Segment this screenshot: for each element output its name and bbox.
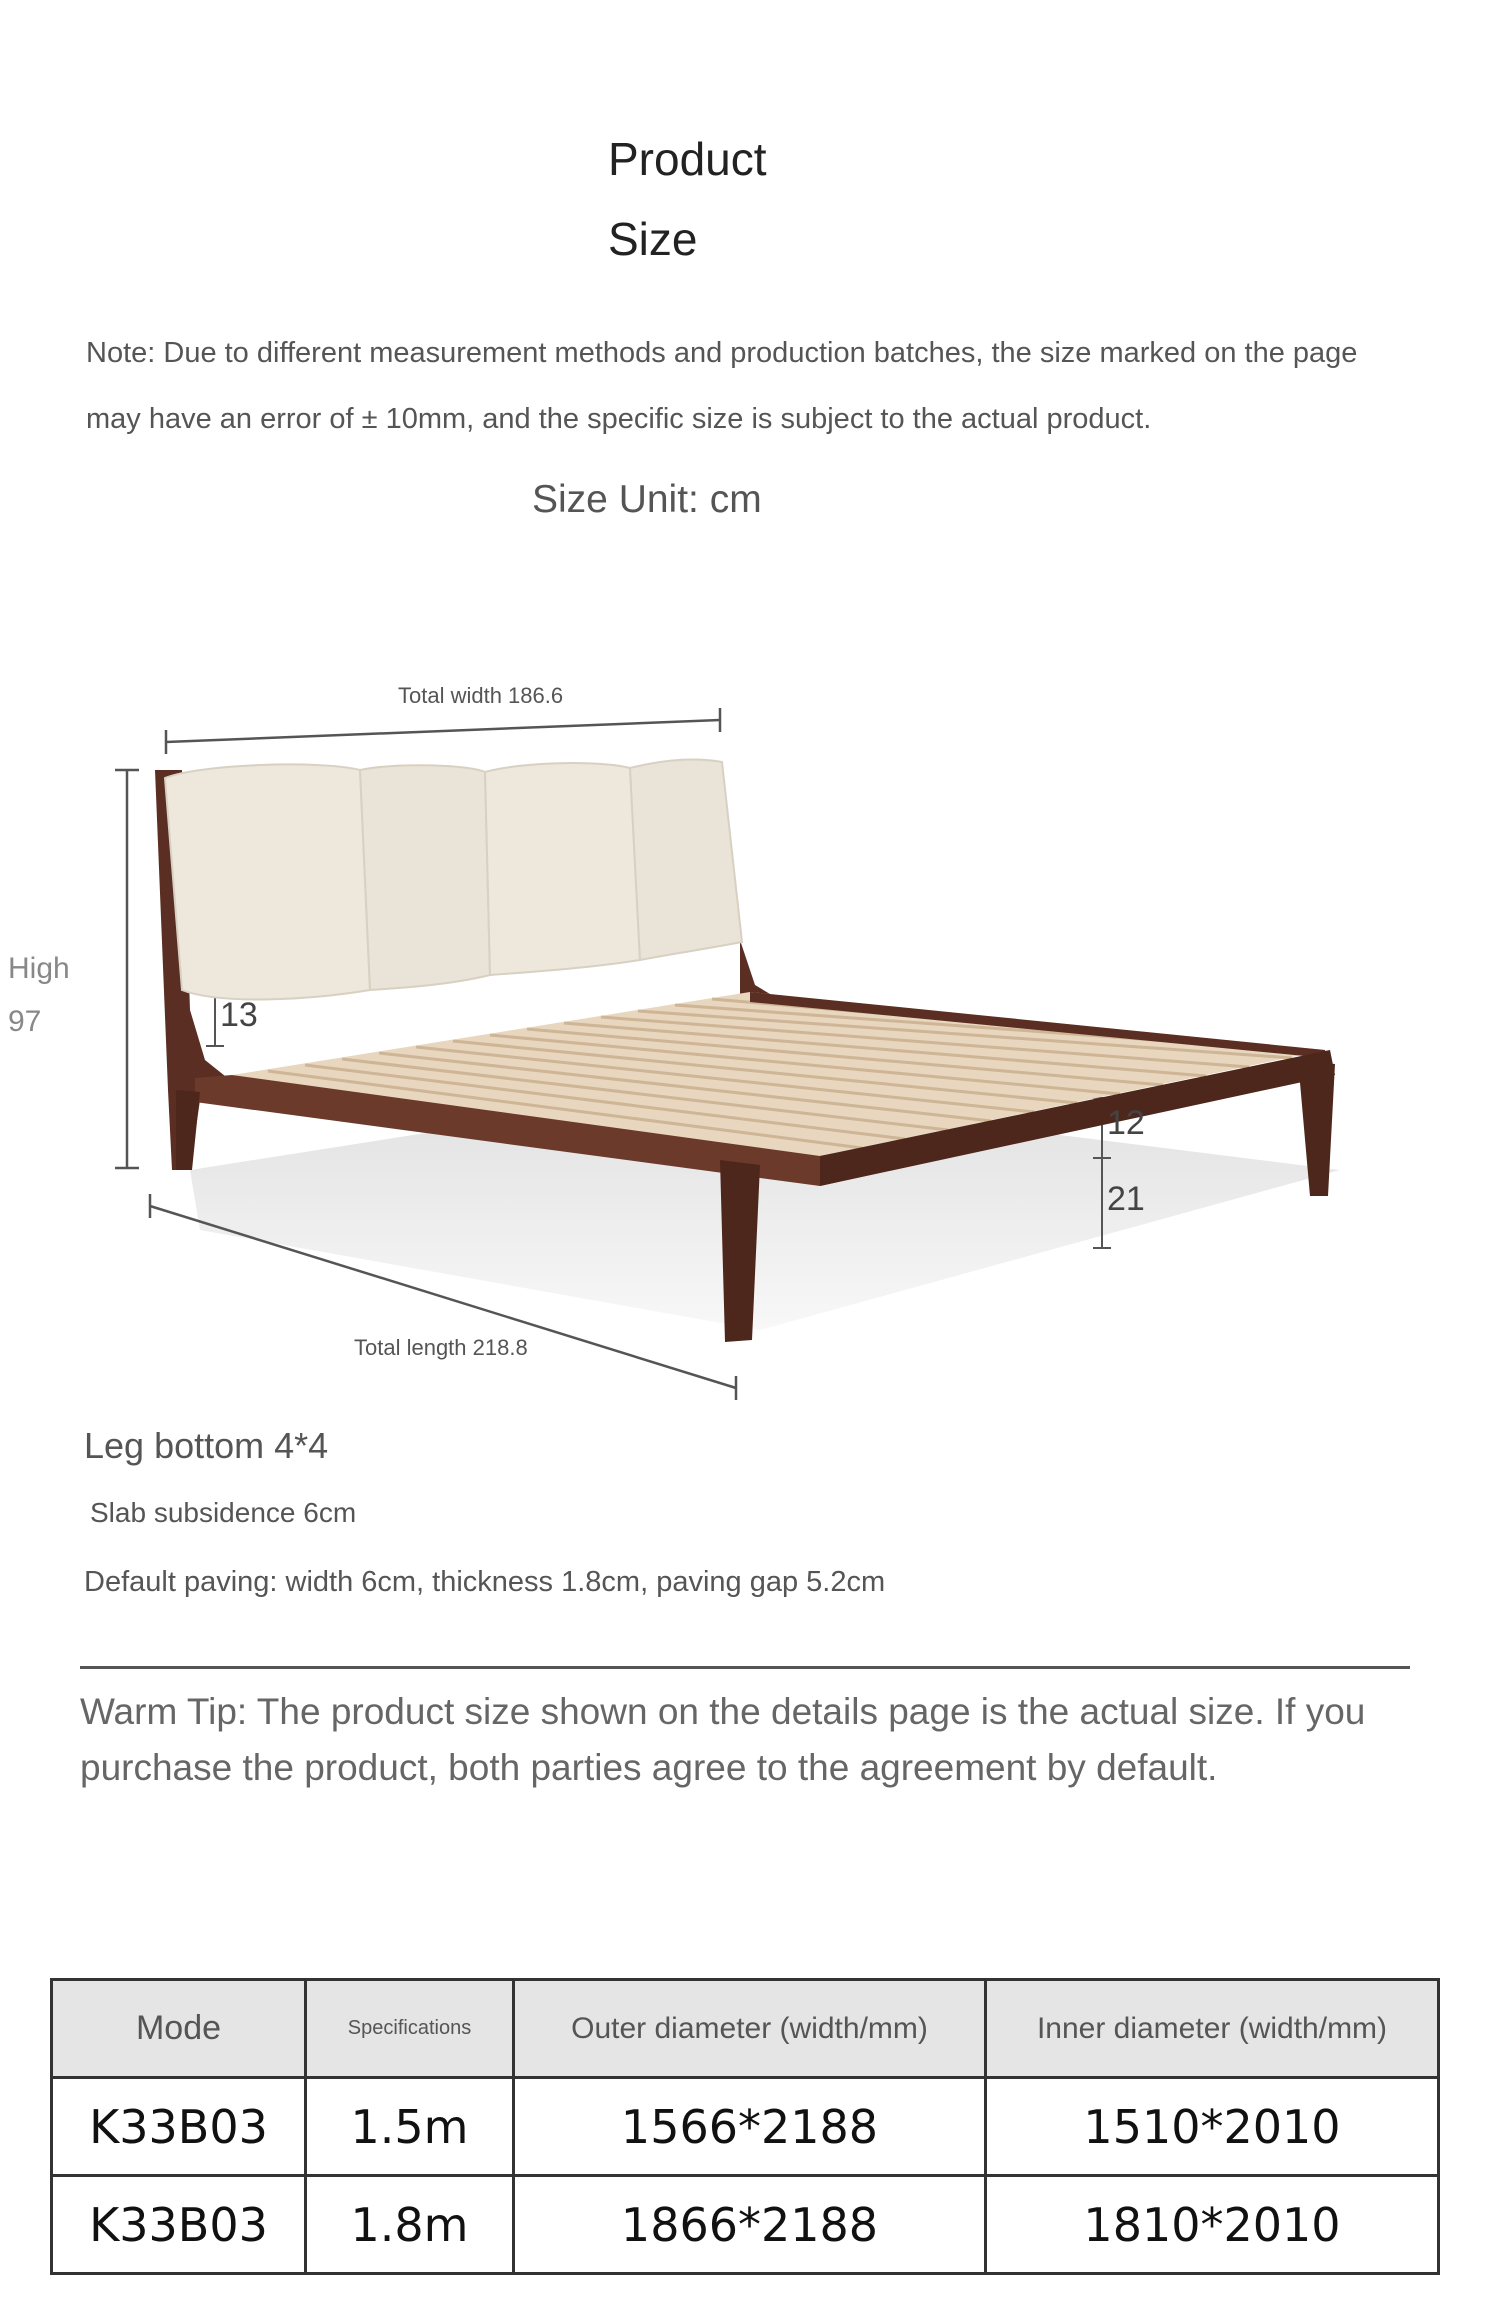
warm-tip: Warm Tip: The product size shown on the details page is the actual size. If you purchase the product, both parties agree to the agreement by default. <box>80 1691 1366 1788</box>
page-title-line2: Size <box>608 213 698 265</box>
size-unit: Size Unit: cm <box>532 478 762 521</box>
header-outer-diameter: Outer diameter (width/mm) <box>514 1980 986 2078</box>
bed-diagram <box>0 660 1500 1420</box>
header-inner-diameter: Inner diameter (width/mm) <box>986 1980 1439 2078</box>
total-length-label: Total length 218.8 <box>354 1335 528 1360</box>
cell-inner: 1810*2010 <box>986 2176 1439 2274</box>
leg-height-value: 21 <box>1107 1180 1145 1218</box>
divider <box>80 1666 1410 1669</box>
height-dimension-line <box>115 770 139 1168</box>
cell-outer: 1866*2188 <box>514 2176 986 2274</box>
frame-height-value: 12 <box>1107 1104 1145 1142</box>
headboard-gap-value: 13 <box>220 996 258 1034</box>
slab-subsidence-spec: Slab subsidence 6cm <box>90 1497 357 1528</box>
cell-mode: K33B03 <box>52 2176 306 2274</box>
header-specifications: Specifications <box>306 1980 514 2078</box>
cell-spec: 1.5m <box>306 2078 514 2176</box>
back-left-leg <box>176 1090 200 1170</box>
height-value: 97 <box>8 1005 42 1038</box>
height-label: High <box>8 952 70 985</box>
table-header-row <box>52 1980 1439 2078</box>
cell-mode: K33B03 <box>52 2078 306 2176</box>
default-paving-spec: Default paving: width 6cm, thickness 1.8cm, paving gap 5.2cm <box>84 1566 886 1598</box>
leg-bottom-spec: Leg bottom 4*4 <box>84 1425 329 1466</box>
cell-outer: 1566*2188 <box>514 2078 986 2176</box>
header-mode: Mode <box>52 1980 306 2078</box>
cell-inner: 1510*2010 <box>986 2078 1439 2176</box>
page-title-line1: Product <box>608 133 767 185</box>
cell-spec: 1.8m <box>306 2176 514 2274</box>
table-row <box>52 2078 1439 2176</box>
size-note: Note: Due to different measurement methods and production batches, the size marked on the page may have an error of ± 10mm, and the specific size is subject to the actual product. <box>86 337 1358 435</box>
headboard-cushions <box>165 760 742 1000</box>
width-dimension-line <box>166 708 720 754</box>
table-row <box>52 2176 1439 2274</box>
size-table <box>50 1978 1440 2275</box>
total-width-label: Total width 186.6 <box>398 683 564 708</box>
